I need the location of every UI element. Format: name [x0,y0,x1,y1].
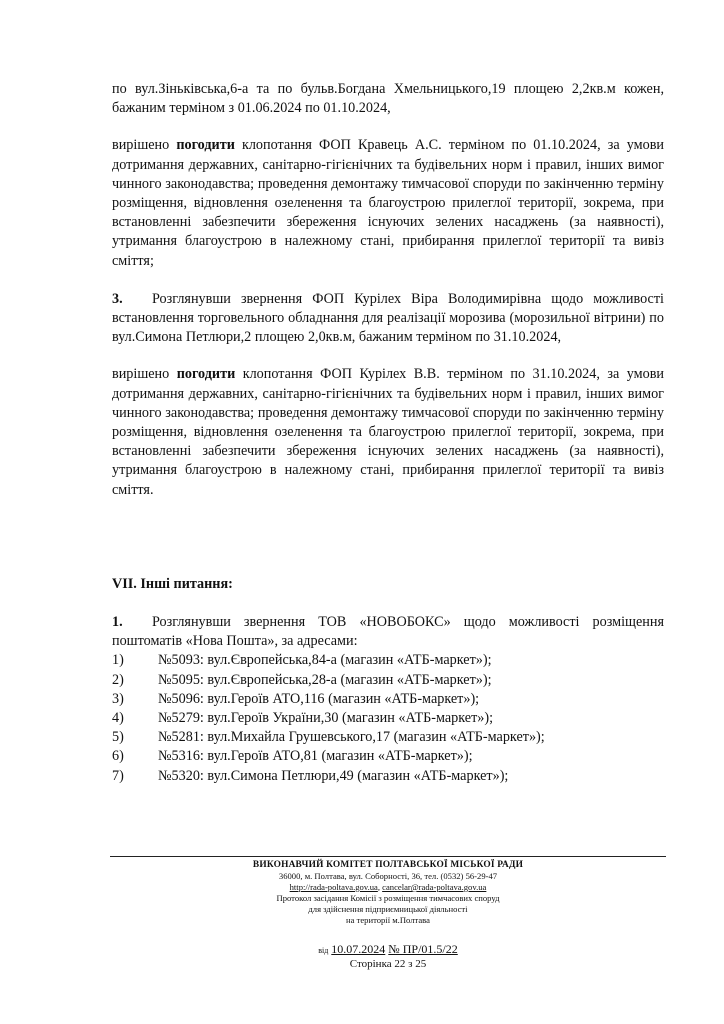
decision-paragraph-kravets [112,136,664,270]
email-link[interactable]: cancelar@rada-poltava.gov.ua [382,882,487,892]
decision-prefix: вирішено [112,137,177,154]
decision-text: клопотання ФОП Кравець А.С. терміном по 01.10.2024, за умови дотримання державних, санітарно-гігієнічних та будівельних норм і правил, інших вимог чинного законодавства; проведення демонтажу тимчасової споруди по закінченню терміну розміщення, відновлення озеленення та благоустрою прилеглої території, зокрема, при встановленні забезпечити збереження існуючих зелених насаджень (за наявності), утримання благоустрою в належному стані, прибирання прилеглої території та вивіз сміття; [112,137,664,269]
footer-protocol-line-2: для здійснення підприємницької діяльності [308,904,468,914]
protocol-date: 10.07.2024 [331,942,386,956]
list-item: 5) №5281: вул.Михайла Грушевського,17 (магазин «АТБ-маркет»); [112,729,545,746]
address-list [112,651,664,785]
list-item: 3) №5096: вул.Героїв АТО,116 (магазин «АТБ-маркет»); [112,690,480,707]
footer-address: 36000, м. Полтава, вул. Соборності, 36, тел. (0532) 56-29-47 [278,871,498,881]
list-item: 4) №5279: вул.Героїв України,30 (магазин «АТБ-маркет»); [112,710,494,727]
item-number: 1. [112,614,123,631]
date-prefix: від [318,946,329,955]
footer-organization: ВИКОНАВЧИЙ КОМІТЕТ ПОЛТАВСЬКОЇ МІСЬКОЇ РАДИ [252,860,524,870]
website-link[interactable]: http://rada-poltava.gov.ua [289,882,378,892]
protocol-number: № ПР/01.5/22 [388,942,458,956]
decision-text: клопотання ФОП Курілех В.В. терміном по 31.10.2024, за умови дотримання державних, санітарно-гігієнічних та будівельних норм і правил, інших вимог чинного законодавства; проведення демонтажу тимчасової споруди по закінченню терміну розміщення, відновлення озеленення та благоустрою прилеглої території, зокрема, при встановленні забезпечити збереження існуючих зелених насаджень (за наявності), утримання благоустрою в належному стані, прибирання прилеглої території та вивіз сміття. [112,366,664,498]
list-item: 6) №5316: вул.Героїв АТО,81 (магазин «АТБ-маркет»); [112,748,473,765]
document-body [112,80,664,786]
list-item: 1) №5093: вул.Європейська,84-а (магазин «АТБ-маркет»); [112,652,492,669]
footer-protocol-line-3: на території м.Полтава [346,915,430,925]
item-3-paragraph [112,290,664,348]
page-counter: Сторінка 22 з 25 [349,958,427,970]
decision-prefix: вирішено [112,366,177,383]
item-number: 3. [112,290,123,307]
footer-protocol-line-1: Протокол засідання Комісії з розміщення тимчасових споруд [276,893,500,903]
decision-paragraph-kurilekh [112,365,664,499]
footer-protocol-date-number [110,942,666,958]
list-item: 7) №5320: вул.Симона Петлюри,49 (магазин «АТБ-маркет»); [112,767,509,784]
item-vii-1-paragraph [112,613,664,651]
section-vii-heading: VII. Інші питання: [112,575,233,592]
continuation-paragraph: по вул.Зіньківська,6-а та по бульв.Богдана Хмельницького,19 площею 2,2кв.м кожен, бажаним терміном з 01.06.2024 по 01.10.2024, [112,81,664,117]
document-footer [110,856,666,971]
footer-links: http://rada-poltava.gov.ua, cancelar@rada-poltava.gov.ua [289,882,487,892]
item-text: Розглянувши звернення ФОП Курілех Віра Володимирівна щодо можливості встановлення торговельного обладнання для реалізації морозива (морозильної вітрини) по вул.Симона Петлюри,2 площею 2,0кв.м, бажаним терміном по 31.10.2024, [112,290,664,346]
list-item: 2) №5095: вул.Європейська,28-а (магазин «АТБ-маркет»); [112,671,492,688]
decision-keyword: погодити [176,366,236,383]
decision-keyword: погодити [176,137,235,154]
item-text: Розглянувши звернення ТОВ «НОВОБОКС» щодо можливості розміщення поштоматів «Нова Пошта», за адресами: [112,614,664,650]
